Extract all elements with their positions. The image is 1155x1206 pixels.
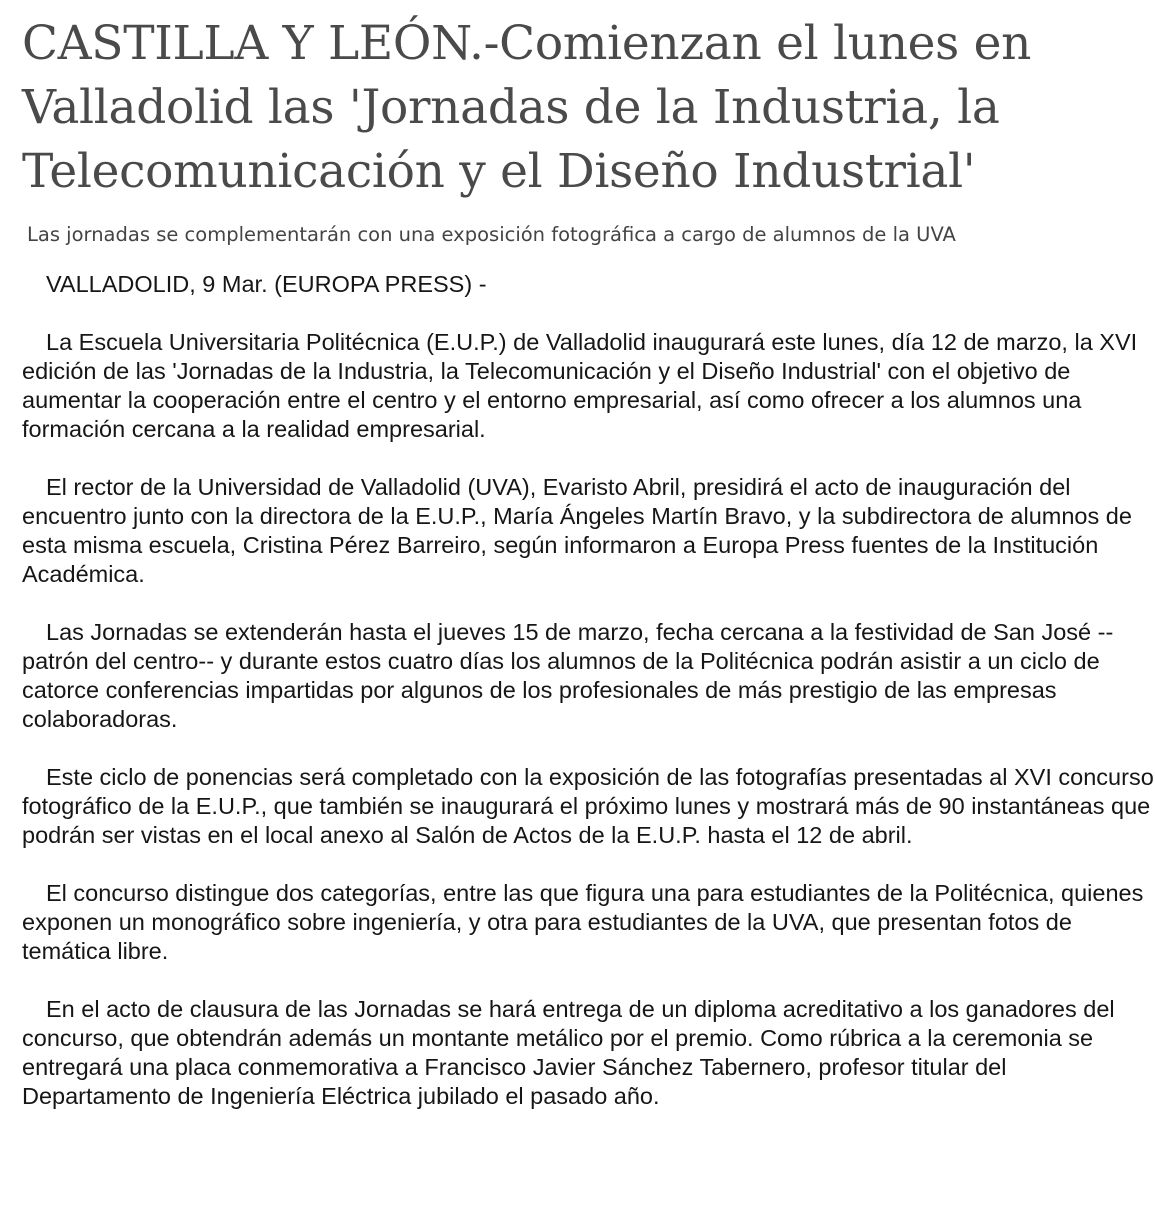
article-paragraph: Este ciclo de ponencias será completado con la exposición de las fotografías presentadas al XVI concurso fotográfico de la E.U.P., que también se inaugurará el próximo lunes y mostrará más de 90 instantáneas que podrán ser vistas en el local anexo al Salón de Actos de la E.U.P. hasta el 12 de abril. (22, 764, 1154, 848)
article-subtitle: Las jornadas se complementarán con una exposición fotográfica a cargo de alumnos de la UVA (27, 223, 956, 246)
article-paragraph: En el acto de clausura de las Jornadas se hará entrega de un diploma acreditativo a los ganadores del concurso, que obtendrán además un montante metálico por el premio. Como rúbrica a la ceremonia se entregará una placa conmemorativa a Francisco Javier Sánchez Tabernero, profesor titular del Departamento de Ingeniería Eléctrica jubilado el pasado año. (22, 996, 1115, 1109)
article-paragraph: El concurso distingue dos categorías, entre las que figura una para estudiantes de la Politécnica, quienes exponen un monográfico sobre ingeniería, y otra para estudiantes de la UVA, que presentan fotos de temática libre. (22, 880, 1144, 964)
article-paragraph: El rector de la Universidad de Valladolid (UVA), Evaristo Abril, presidirá el acto de inauguración del encuentro junto con la directora de la E.U.P., María Ángeles Martín Bravo, y la subdirectora de alumnos de esta misma escuela, Cristina Pérez Barreiro, según informaron a Europa Press fuentes de la Institución Académica. (22, 474, 1132, 587)
article-headline: CASTILLA Y LEÓN.-Comienzan el lunes en Valladolid las 'Jornadas de la Industria, la Telecomunicación y el Diseño Industrial' (22, 16, 1032, 199)
article-body (22, 270, 1155, 1140)
article-paragraph: La Escuela Universitaria Politécnica (E.U.P.) de Valladolid inaugurará este lunes, día 12 de marzo, la XVI edición de las 'Jornadas de la Industria, la Telecomunicación y el Diseño Industrial' con el objetivo de aumentar la cooperación entre el centro y el entorno empresarial, así como ofrecer a los alumnos una formación cercana a la realidad empresarial. (22, 329, 1138, 442)
article-dateline: VALLADOLID, 9 Mar. (EUROPA PRESS) - (46, 271, 487, 297)
article-paragraph: Las Jornadas se extenderán hasta el jueves 15 de marzo, fecha cercana a la festividad de San José --patrón del centro-- y durante estos cuatro días los alumnos de la Politécnica podrán asistir a un ciclo de catorce conferencias impartidas por algunos de los profesionales de más prestigio de las empresas colaboradoras. (22, 619, 1114, 732)
